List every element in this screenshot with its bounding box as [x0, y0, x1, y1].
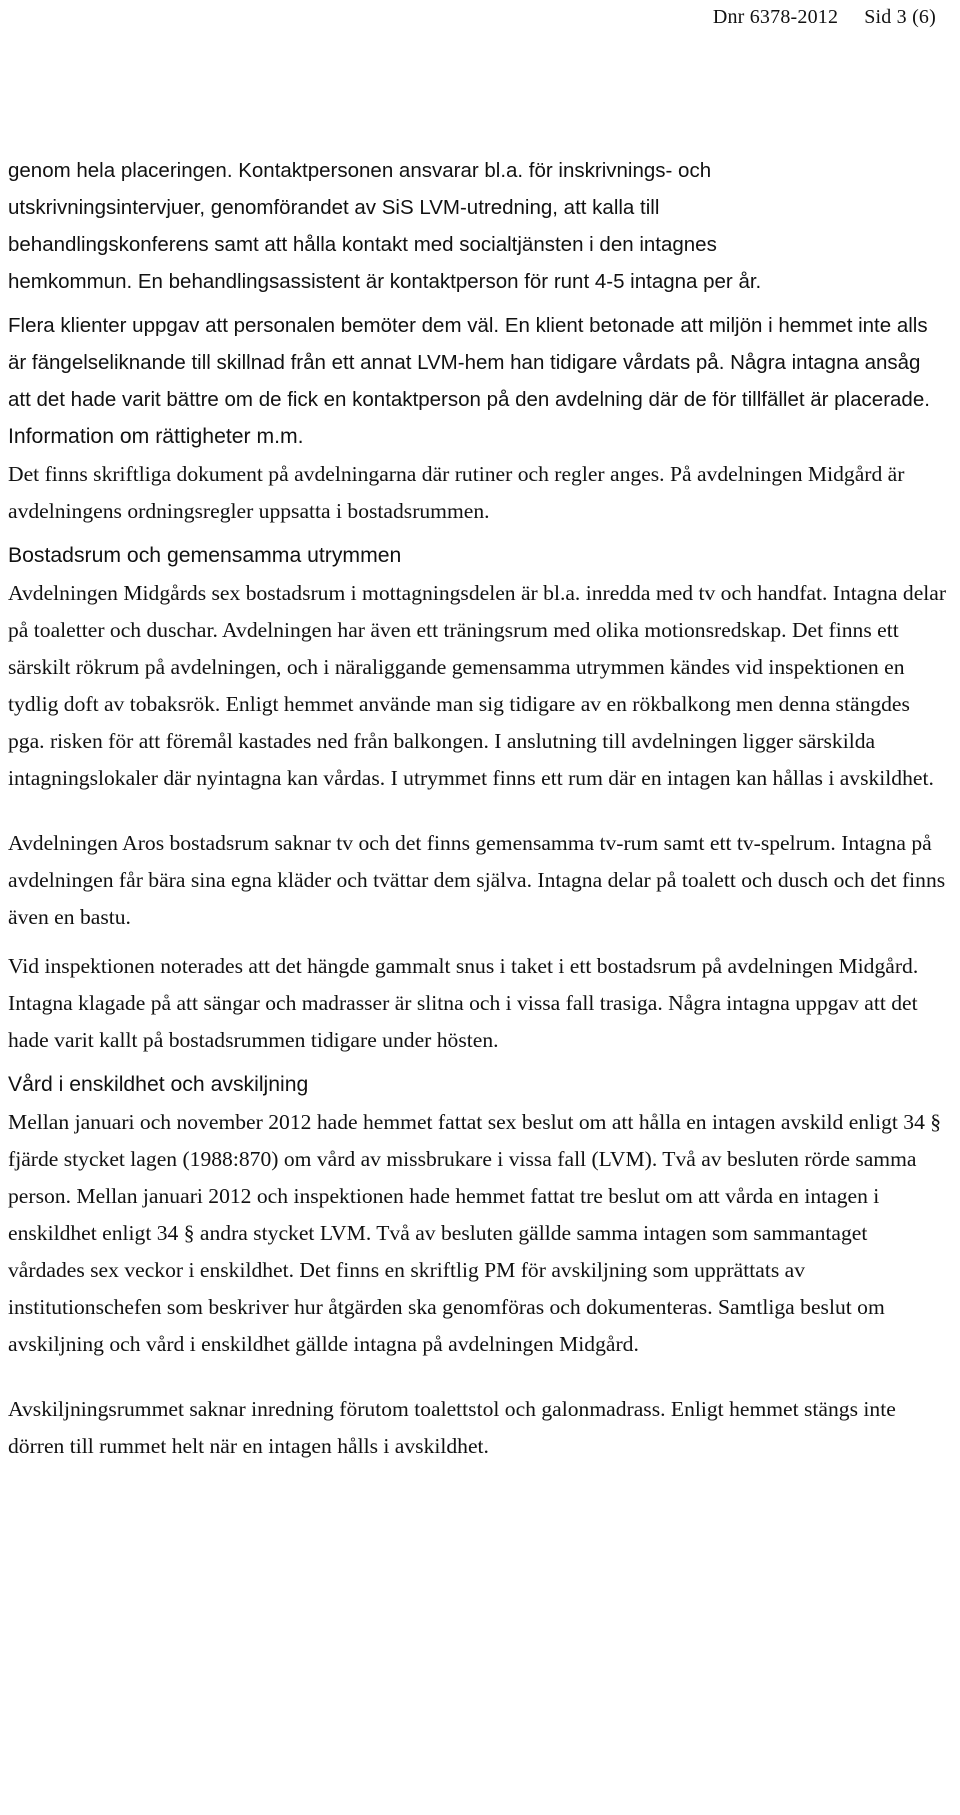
case-number: Dnr 6378-2012	[712, 6, 839, 28]
heading-separation-care: Vård i enskildhet och avskiljning	[8, 1073, 309, 1096]
paragraph-aros-rooms: Avdelningen Aros bostadsrum saknar tv och det finns gemensamma tv-rum samt ett tv-spelrum. Intagna på avdelningen får bära sina egna kläder och tvättar dem själva. Intagna delar på toalett och dusch och det finns även en bastu.	[8, 831, 946, 929]
paragraph-separation-decisions: Mellan januari och november 2012 hade hemmet fattat sex beslut om att hålla en intagen avskild enligt 34 § fjärde stycket lagen (1988:870) om vård av missbrukare i vissa fall (LVM). Två av besluten rörde samma person. Mellan januari 2012 och inspektionen hade hemmet fattat tre beslut om att vårda en intagen i enskildhet enligt 34 § andra stycket LVM. Två av besluten gällde samma intagen som sammantaget vårdades sex veckor i enskildhet. Det finns en skriftlig PM för avskiljning som upprättats av institutionschefen som beskriver hur åtgärden ska genomföras och dokumenteras. Samtliga beslut om avskiljning och vård i enskildhet gällde intagna på avdelningen Midgård.	[8, 1110, 942, 1356]
paragraph-separation-room: Avskiljningsrummet saknar inredning förutom toalettstol och galonmadrass. Enligt hemmet stängs inte dörren till rummet helt när en intagen hålls i avskildhet.	[8, 1397, 896, 1458]
text-line: behandlingskonferens samt att hålla kontakt med socialtjänsten i den intagnes	[8, 233, 717, 256]
text-span: Flera klienter uppgav att personalen bemöter dem väl.	[8, 314, 500, 337]
document-body	[8, 152, 948, 1465]
paragraph-inspection-notes: Vid inspektionen noterades att det hängde gammalt snus i taket i ett bostadsrum på avdelningen Midgård. Intagna klagade på att sängar och madrasser är slitna och i vissa fall trasiga. Några intagna uppgav att det hade varit kallt på bostadsrummen tidigare under hösten.	[8, 954, 919, 1052]
paragraph-midgard-rooms: Avdelningen Midgårds sex bostadsrum i mottagningsdelen är bl.a. inredda med tv och handfat. Intagna delar på toaletter och duschar. Avdelningen har även ett träningsrum med olika motionsredskap. Det finns ett särskilt rökrum på avdelningen, och i näraliggande gemensamma utrymmen kändes vid inspektionen en tydlig doft av tobaksrök. Enligt hemmet använde man sig tidigare av en rökbalkong men denna stängdes pga. risken för att föremål kastades ned från balkongen. I anslutning till avdelningen ligger särskilda intagningslokaler där nyintagna kan vårdas. I utrymmet finns ett rum där en intagen kan hållas i avskildhet.	[8, 581, 947, 790]
paragraph-written-documents: Det finns skriftliga dokument på avdelningarna där rutiner och regler anges. På avdelningen Midgård är avdelningens ordningsregler uppsatta i bostadsrummen.	[8, 462, 905, 523]
heading-rooms-common-areas: Bostadsrum och gemensamma utrymmen	[8, 544, 402, 567]
paragraph-text	[8, 307, 948, 418]
text-line: genom hela placeringen. Kontaktpersonen ansvarar bl.a. för inskrivnings- och	[8, 159, 712, 182]
heading-information-rights: Information om rättigheter m.m.	[8, 425, 304, 448]
paragraph-contact-person	[8, 152, 948, 300]
paragraph-client-views	[8, 307, 948, 418]
text-line: utskrivningsintervjuer, genomförandet av SiS LVM-utredning, att kalla till	[8, 196, 660, 219]
text-line: hemkommun. En behandlingsassistent är kontaktperson för runt 4-5 intagna per år.	[8, 270, 762, 293]
page-number: Sid 3 (6)	[864, 6, 936, 28]
page-header	[713, 6, 936, 29]
text-span: En klient betonade att miljön i hemmet inte alls är fängelseliknande till skillnad från ett annat LVM-hem han tidigare vårdats på. Några intagna ansåg att det hade varit bättre om de fick en kontaktperson på den avdelning där de för tillfället är placerade.	[8, 314, 930, 411]
